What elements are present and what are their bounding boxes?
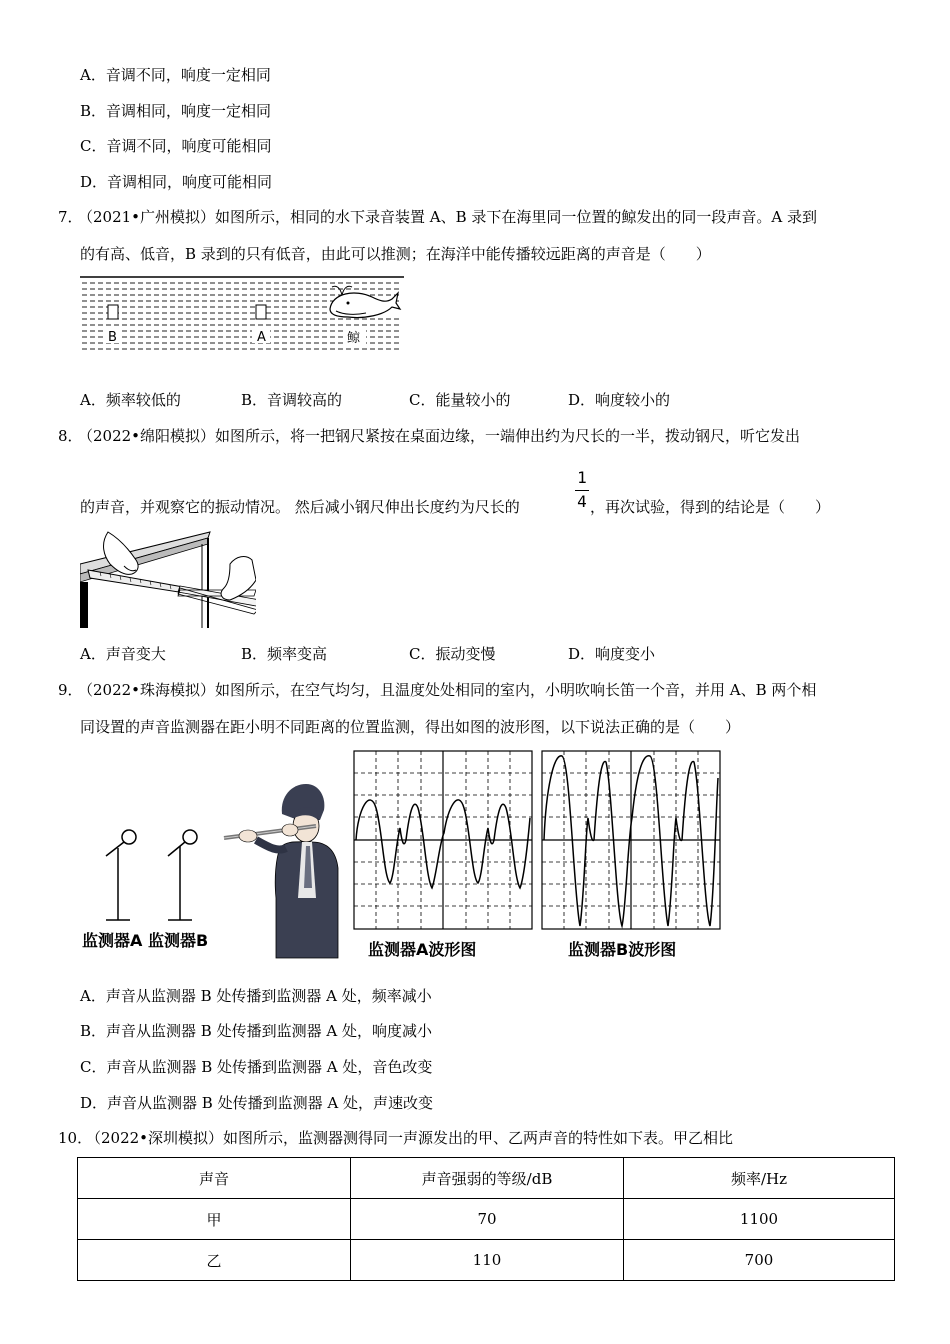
table-row [78,1199,895,1240]
waveform-a-label: 监测器A波形图 [368,940,477,959]
table-header-row [78,1158,895,1199]
q8-number: 8． [58,427,83,445]
table-header-cell: 频率/Hz [624,1158,895,1199]
flute-player-icon [224,784,338,958]
recorder-b-icon [108,305,118,319]
q9-stem-line1: （2022•珠海模拟）如图所示，在空气均匀，且温度处处相同的室内，小明吹响长笛一个音，并用 A、B 两个相 [78,681,817,699]
waveform-b-label: 监测器B波形图 [568,940,677,959]
table-cell: 700 [624,1240,895,1281]
q7-option-b: B．音调较高的 [241,391,343,409]
waveform-b-chart [542,751,720,929]
q7-stem-line2: 的有高、低音，B 录到的只有低音，由此可以推测；在海洋中能传播较远距离的声音是（ ） [80,245,711,263]
q9-number: 9． [58,681,83,699]
q8-stem-line1: （2022•绵阳模拟）如图所示，将一把钢尺紧按在桌面边缘，一端伸出约为尺长的一半，拨动钢尺，听它发出 [78,427,801,445]
table-cell: 乙 [78,1240,351,1281]
q8-option-a: A．声音变大 [80,645,166,663]
q8-stem-line2a: 的声音，并观察它的振动情况。 然后减小钢尺伸出长度约为尺长的 [80,498,520,516]
q6-option-b: B．音调相同，响度一定相同 [80,102,272,120]
table-row [78,1240,895,1281]
q10-stem-line1: （2022•深圳模拟）如图所示，监测器测得同一声源发出的甲、乙两声音的特性如下表。甲乙相比 [86,1129,734,1147]
fraction-numerator: 1 [577,468,587,487]
q7-number: 7． [58,208,83,226]
q7-option-c: C．能量较小的 [409,391,511,409]
recorder-a-icon [256,305,266,319]
q6-option-d: D．音调相同，响度可能相同 [80,173,273,191]
q9-figure [80,748,730,963]
finger-icon [221,557,256,600]
q8-option-c: C．振动变慢 [409,645,496,663]
table-cell: 甲 [78,1199,351,1240]
fraction-denominator: 4 [577,492,587,511]
q9-option-a: A．声音从监测器 B 处传播到监测器 A 处，频率减小 [80,987,432,1005]
q8-option-d: D．响度变小 [568,645,656,663]
monitor-b-icon [168,830,197,920]
recorder-a-label: A [257,330,266,345]
fraction-bar [575,490,589,491]
table-cell: 1100 [624,1199,895,1240]
q7-option-d: D．响度较小的 [568,391,671,409]
q9-option-d: D．声音从监测器 B 处传播到监测器 A 处，声速改变 [80,1094,433,1112]
q6-option-a: A．音调不同，响度一定相同 [80,66,271,84]
q9-option-c: C．声音从监测器 B 处传播到监测器 A 处，音色改变 [80,1058,433,1076]
monitor-a-icon [106,830,136,920]
monitors-label: 监测器A 监测器B [82,931,209,950]
table-header-cell: 声音 [78,1158,351,1199]
q8-option-b: B．频率变高 [241,645,328,663]
whale-label: 鲸 [347,331,361,346]
q7-stem-line1: （2021•广州模拟）如图所示，相同的水下录音装置 A、B 录下在海里同一位置的鲸发出的同一段声音。A 录到 [78,208,818,226]
q9-stem-line2: 同设置的声音监测器在距小明不同距离的位置监测，得出如图的波形图，以下说法正确的是（ ） [80,718,741,736]
q7-option-a: A．频率较低的 [80,391,181,409]
q6-option-c: C．音调不同，响度可能相同 [80,137,272,155]
q8-stem-line2b: ，再次试验，得到的结论是（ ） [590,498,831,516]
q8-ruler-figure [80,530,256,630]
q10-number: 10． [58,1129,93,1147]
q10-data-table [77,1157,895,1281]
table-header-cell: 声音强弱的等级/dB [351,1158,624,1199]
table-cell: 70 [351,1199,624,1240]
waveform-a-chart [354,751,532,929]
table-cell: 110 [351,1240,624,1281]
q9-option-b: B．声音从监测器 B 处传播到监测器 A 处，响度减小 [80,1022,432,1040]
recorder-b-label: B [108,330,117,345]
q7-underwater-figure [80,273,406,357]
